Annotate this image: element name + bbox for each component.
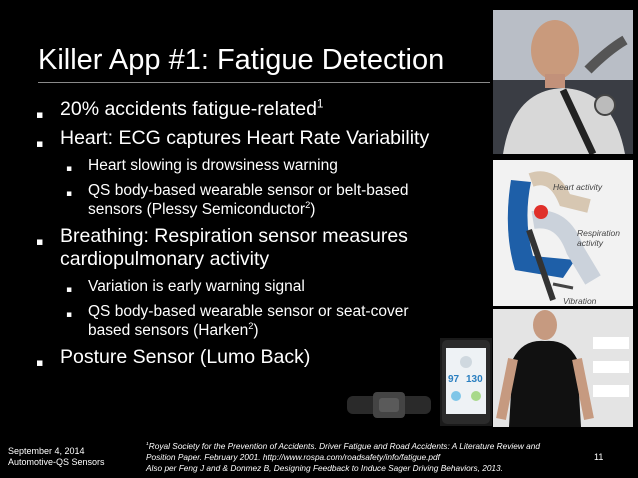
footer-deck-name: Automotive-QS Sensors [8, 457, 105, 467]
footnote: $^1$Royal Society for the Prevention of Accidents. Driver Fatigue and Road Accidents: A Literature Review and Position Paper. February 2001. http://www.rospa.com/roadsafety/info/fatigue.pdf Also per Feng J and & Donmez B, Designing Feedback to Induce Sager Driving Behaviors, 2013. [146, 441, 540, 473]
bullet-marker: ▪ [36, 108, 44, 121]
sub-bullet-marker: ▪ [66, 189, 73, 199]
sub-bullet-item: ▪ QS body-based wearable sensor or belt-based sensors (Plessy Semiconductor$^2$) [66, 182, 409, 218]
posture-band-photo [343, 384, 435, 430]
bullet-marker: ▪ [36, 137, 44, 150]
sub-bullet-item: ▪ QS body-based wearable sensor or seat-cover based sensors (Harken$^2$) [66, 303, 409, 339]
footer-date: September 4, 2014 [8, 446, 85, 456]
sub-bullet-item: ▪ Heart slowing is drowsiness warning [30, 156, 430, 175]
slide-title: Killer App #1: Fatigue Detection [38, 44, 445, 76]
phone-value-left: 97 [448, 374, 460, 385]
bullet-item: ▪ Posture Sensor (Lumo Back) [30, 346, 430, 369]
driver-illustration [493, 10, 633, 154]
bullet-item: ▪ Heart: ECG captures Heart Rate Variability [30, 127, 430, 150]
bullet-item: ▪ Breathing: Respiration sensor measures cardiopulmonary activity [36, 225, 408, 270]
phone-app-screenshot [440, 338, 492, 426]
phone-value-right: 130 [466, 374, 483, 385]
bullet-item: ▪ 20% accidents fatigue-related$^1$ [30, 98, 430, 121]
page-number: 11 [594, 452, 604, 462]
bullet-list [30, 98, 430, 375]
bullet-marker: ▪ [36, 235, 44, 248]
band-illustration [343, 384, 435, 430]
vibration-label: Vibration [563, 296, 597, 306]
respiration-activity-label: Respiration activity [577, 228, 620, 248]
sub-bullet-item: ▪ Variation is early warning signal [30, 277, 430, 296]
vest-illustration [493, 309, 633, 427]
wearable-vest-photo [493, 309, 633, 427]
sub-bullet-marker: ▪ [66, 310, 73, 320]
driver-photo [493, 10, 633, 154]
title-divider [38, 82, 490, 83]
bullet-marker: ▪ [36, 356, 44, 369]
heart-activity-label: Heart activity [553, 182, 603, 192]
sub-bullet-marker: ▪ [66, 164, 73, 174]
seat-sensor-diagram [493, 160, 633, 306]
sub-bullet-marker: ▪ [66, 285, 73, 295]
footer-info [8, 446, 105, 468]
